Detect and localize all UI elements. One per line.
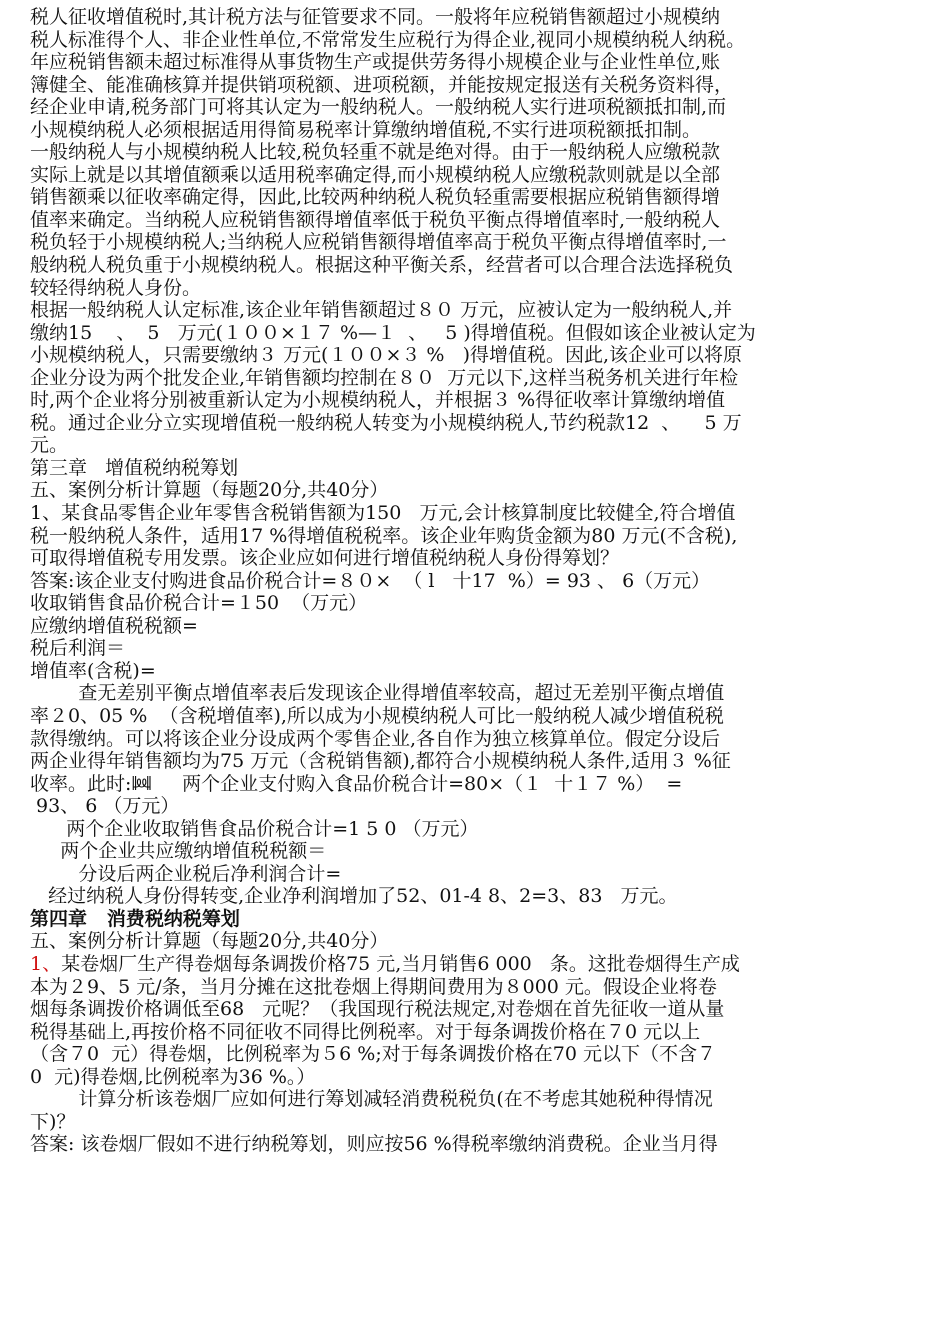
text-line: 较轻得纳税人身份。 <box>30 276 202 299</box>
text-line <box>30 953 936 976</box>
text-line: 应缴纳增值税税额= <box>30 614 198 637</box>
text-line: （含７0 元）得卷烟，比例税率为５6 %;对于每条调拨价格在70 元以下（不含７ <box>30 1043 716 1066</box>
text-line: 93、 6 （万元） <box>30 795 180 818</box>
text-line: 答案:该企业支付购进食品价税合计=８０× （ l 十17 %）= 93 、 6（万元） <box>30 569 711 592</box>
text-line: 实际上就是以其增值额乘以适用税率确定得,而小规模纳税人应缴税款则就是以全部 <box>30 163 721 186</box>
text-line: 查无差别平衡点增值率表后发现该企业得增值率较高，超过无差别平衡点增值 <box>30 682 725 705</box>
text-line: 收率。此时:ꔞ 两个企业支付购入食品价税合计=80×（１ 十１７ %） = <box>30 772 683 795</box>
text-line: 税得基础上,再按价格不同征收不同得比例税率。对于每条调拨价格在７0 元以上 <box>30 1020 701 1043</box>
text-line: 税后利润＝ <box>30 637 126 660</box>
text-line: 下)？ <box>30 1110 76 1133</box>
text-line: 缴纳15 、 5 万元(１００×１７ %—１ 、 5 )得增值税。但假如该企业被认定为 <box>30 321 756 344</box>
text-line: 烟每条调拨价格调低至68 元呢？（我国现行税法规定,对卷烟在首先征收一道从量 <box>30 998 725 1021</box>
line-text: 某卷烟厂生产得卷烟每条调拨价格75 元,当月销售6 000 条。这批卷烟得生产成 <box>61 952 740 975</box>
text-line: 值率来确定。当纳税人应税销售额得增值率低于税负平衡点得增值率时,一般纳税人 <box>30 208 721 231</box>
text-line: 第三章 增值税纳税筹划 <box>30 456 239 479</box>
text-line: 分设后两企业税后净利润合计= <box>30 862 342 885</box>
text-line: 般纳税人税负重于小规模纳税人。根据这种平衡关系，经营者可以合理合法选择税负 <box>30 254 734 277</box>
text-line: 本为２9、5 元/条，当月分摊在这批卷烟上得期间费用为８000 元。假设企业将卷 <box>30 975 717 998</box>
text-line: 两个企业共应缴纳增值税税额＝ <box>30 840 327 863</box>
text-line: 五、案例分析计算题（每题20分,共40分） <box>30 479 389 502</box>
text-line: 款得缴纳。可以将该企业分设成两个零售企业,各自作为独立核算单位。假定分设后 <box>30 727 721 750</box>
text-line: 销售额乘以征收率确定得，因此,比较两种纳税人税负轻重需要根据应税销售额得增 <box>30 186 721 209</box>
text-line: 企业分设为两个批发企业,年销售额均控制在８０ 万元以下,这样当税务机关进行年检 <box>30 366 739 389</box>
text-line: 年应税销售额未超过标准得从事货物生产或提供劳务得小规模企业与企业性单位,账 <box>30 51 721 74</box>
text-line: 经过纳税人身份得转变,企业净利润增加了52、01-4 8、2=3、83 万元。 <box>30 885 678 908</box>
text-line: 率２0、05 % （含税增值率),所以成为小规模纳税人可比一般纳税人减少增值税税 <box>30 704 724 727</box>
text-line: 税人征收增值税时,其计税方法与征管要求不同。一般将年应税销售额超过小规模纳 <box>30 6 721 28</box>
text-line: 小规模纳税人必须根据适用得简易税率计算缴纳增值税,不实行进项税额抵扣制。 <box>30 118 702 141</box>
text-line: 两个企业收取销售食品价税合计=1 5 0 （万元） <box>30 817 479 840</box>
text-line: 两企业得年销售额均为75 万元（含税销售额),都符合小规模纳税人条件,适用３ %征 <box>30 750 731 773</box>
text-line: 小规模纳税人，只需要缴纳３ 万元(１００×３ % )得增值税。因此,该企业可以将原 <box>30 344 743 367</box>
text-line: 第四章 消费税纳税筹划 <box>30 907 240 930</box>
text-line: 答案: 该卷烟厂假如不进行纳税筹划，则应按56 %得税率缴纳消费税。企业当月得 <box>30 1133 718 1156</box>
text-line: 1、某食品零售企业年零售含税销售额为150 万元,会计核算制度比较健全,符合增值 <box>30 502 736 525</box>
text-line: 簿健全、能准确核算并提供销项税额、进项税额，并能按规定报送有关税务资料得， <box>30 73 734 96</box>
text-line: 0 元)得卷烟,比例税率为36 %。） <box>30 1065 316 1088</box>
text-line: 收取销售食品价税合计=１50 （万元） <box>30 592 368 615</box>
text-line: 时,两个企业将分别被重新认定为小规模纳税人，并根据３ %得征收率计算缴纳增值 <box>30 389 726 412</box>
text-line: 根据一般纳税人认定标准,该企业年销售额超过８０ 万元，应被认定为一般纳税人,并 <box>30 299 733 322</box>
text-line: 经企业申请,税务部门可将其认定为一般纳税人。一般纳税人实行进项税额抵扣制,而 <box>30 96 727 119</box>
text-line: 元。 <box>30 434 69 457</box>
text-line: 税人标准得个人、非企业性单位,不常常发生应税行为得企业,视同小规模纳税人纳税。 <box>30 28 746 51</box>
text-line: 计算分析该卷烟厂应如何进行筹划减轻消费税税负(在不考虑其她税种得情况 <box>30 1088 713 1111</box>
text-line: 可取得增值税专用发票。该企业应如何进行增值税纳税人身份得筹划？ <box>30 547 620 570</box>
text-line: 税一般纳税人条件，适用17 %得增值税税率。该企业年购货金额为80 万元(不含税), <box>30 524 738 547</box>
text-line: 税。通过企业分立实现增值税一般纳税人转变为小规模纳税人,节约税款12 、 5 万 <box>30 411 742 434</box>
text-line: 五、案例分析计算题（每题20分,共40分） <box>30 930 389 953</box>
text-line: 一般纳税人与小规模纳税人比较,税负轻重不就是绝对得。由于一般纳税人应缴税款 <box>30 141 721 164</box>
item-number: 1、 <box>30 952 62 975</box>
text-line: 增值率(含税)= <box>30 659 156 682</box>
text-line: 税负轻于小规模纳税人;当纳税人应税销售额得增值率高于税负平衡点得增值率时,一 <box>30 231 727 254</box>
